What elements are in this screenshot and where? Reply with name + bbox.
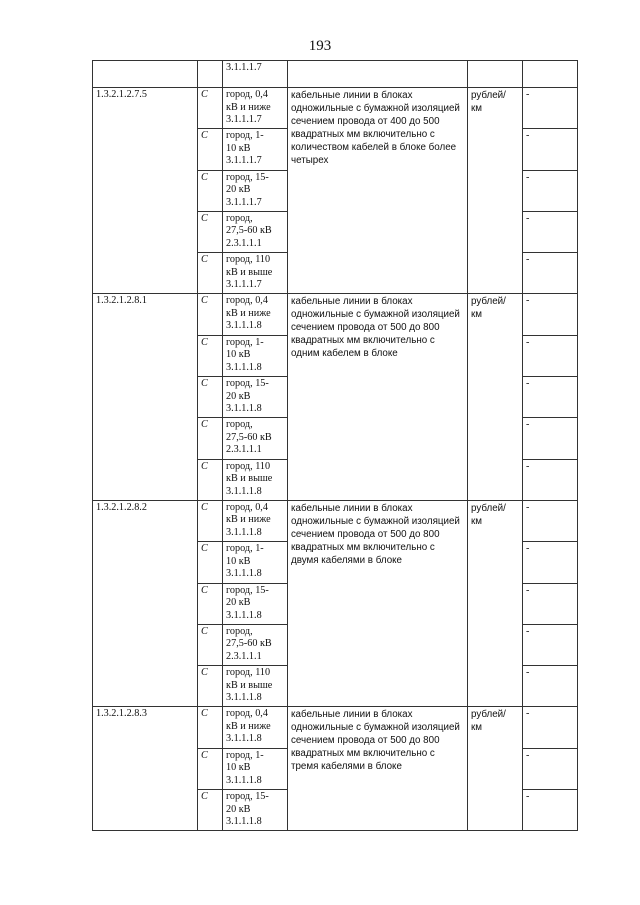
letter-cell: С: [198, 377, 223, 418]
voltage-line: город, 1-: [226, 130, 264, 142]
continuation-row: [93, 61, 578, 88]
voltage-line: город, 15-: [226, 791, 269, 803]
voltage-line: город, 1-: [226, 543, 264, 555]
voltage-line: 20 кВ: [226, 803, 251, 815]
row-code: 1.3.2.1.2.7.5: [93, 88, 198, 294]
value-cell: -: [523, 88, 578, 129]
letter-cell: С: [198, 294, 223, 335]
voltage-line: город, 15-: [226, 171, 269, 183]
voltage-line: город, 0,4: [226, 708, 268, 720]
value-cell: -: [523, 542, 578, 583]
letter-cell: С: [198, 211, 223, 252]
voltage-line: 3.1.1.1.8: [226, 609, 262, 621]
voltage-line: город,: [226, 625, 253, 637]
voltage-line: 10 кВ: [226, 349, 251, 361]
voltage-cell: [223, 88, 288, 129]
voltage-line: 2.3.1.1.1: [226, 650, 262, 662]
voltage-line: 3.1.1.1.8: [226, 692, 262, 704]
voltage-cell: [223, 253, 288, 294]
voltage-line: 3.1.1.1.7: [226, 114, 262, 125]
voltage-cell: [223, 790, 288, 831]
voltage-line: город, 1-: [226, 749, 264, 761]
voltage-line: кВ и выше: [226, 266, 273, 278]
voltage-line: 3.1.1.1.7: [226, 62, 262, 73]
voltage-line: 10 кВ: [226, 142, 251, 154]
voltage-line: 3.1.1.1.8: [226, 816, 262, 828]
voltage-cell: [223, 707, 288, 748]
value-cell: -: [523, 790, 578, 831]
voltage-line: 10 кВ: [226, 555, 251, 567]
value-cell: -: [523, 748, 578, 789]
value-cell: -: [523, 418, 578, 459]
voltage-cell: [223, 459, 288, 500]
voltage-line: 2.3.1.1.1: [226, 444, 262, 456]
value-cell: -: [523, 707, 578, 748]
voltage-line: город,: [226, 212, 253, 224]
value-cell: -: [523, 666, 578, 707]
letter-cell: С: [198, 748, 223, 789]
voltage-line: 3.1.1.1.8: [226, 526, 262, 538]
voltage-line: город, 110: [226, 460, 271, 472]
voltage-cell: [223, 542, 288, 583]
voltage-line: город,: [226, 419, 253, 431]
value-cell: -: [523, 211, 578, 252]
row-description: кабельные линии в блоках одножильные с бумажной изоляцией сечением провода от 400 до 500 квадратных мм включительно с количеством кабелей в блоке более четырех: [288, 88, 468, 294]
letter-cell: С: [198, 335, 223, 376]
voltage-line: город, 1-: [226, 336, 264, 348]
voltage-cell: [223, 211, 288, 252]
table-row: [93, 707, 578, 748]
voltage-line: 3.1.1.1.8: [226, 733, 262, 745]
row-unit: рублей/ км: [468, 500, 523, 706]
voltage-line: 3.1.1.1.8: [226, 774, 262, 786]
row-code: 1.3.2.1.2.8.2: [93, 500, 198, 706]
value-cell: -: [523, 377, 578, 418]
voltage-line: 3.1.1.1.7: [226, 196, 262, 208]
voltage-line: кВ и ниже: [226, 307, 271, 319]
letter-cell: С: [198, 666, 223, 707]
voltage-line: 3.1.1.1.7: [226, 155, 262, 167]
voltage-cell: [223, 61, 288, 88]
voltage-line: 3.1.1.1.8: [226, 361, 262, 373]
page-number: 193: [308, 38, 332, 54]
letter-cell: С: [198, 707, 223, 748]
voltage-cell: [223, 294, 288, 335]
letter-cell: С: [198, 624, 223, 665]
voltage-line: 3.1.1.1.8: [226, 568, 262, 580]
voltage-cell: [223, 170, 288, 211]
letter-cell: С: [198, 88, 223, 129]
letter-cell: С: [198, 500, 223, 541]
value-cell: -: [523, 624, 578, 665]
voltage-line: кВ и выше: [226, 679, 273, 691]
code-cell: [93, 61, 198, 88]
voltage-line: 3.1.1.1.8: [226, 403, 262, 415]
description-cell: [288, 61, 468, 88]
voltage-line: 27,5-60 кВ: [226, 431, 272, 443]
table-row: [93, 294, 578, 335]
row-code: 1.3.2.1.2.8.1: [93, 294, 198, 500]
table-row: [93, 88, 578, 129]
value-cell: -: [523, 129, 578, 170]
letter-cell: С: [198, 418, 223, 459]
voltage-line: 27,5-60 кВ: [226, 638, 272, 650]
row-unit: рублей/ км: [468, 294, 523, 500]
value-cell: -: [523, 253, 578, 294]
voltage-line: 20 кВ: [226, 390, 251, 402]
row-description: кабельные линии в блоках одножильные с бумажной изоляцией сечением провода от 500 до 800 квадратных мм включительно с тремя кабелями в блоке: [288, 707, 468, 831]
letter-cell: С: [198, 583, 223, 624]
value-cell: -: [523, 335, 578, 376]
voltage-line: город, 110: [226, 667, 271, 679]
voltage-cell: [223, 624, 288, 665]
voltage-line: 20 кВ: [226, 184, 251, 196]
voltage-line: город, 15-: [226, 378, 269, 390]
voltage-cell: [223, 129, 288, 170]
letter-cell: С: [198, 253, 223, 294]
value-cell: -: [523, 459, 578, 500]
value-cell: -: [523, 500, 578, 541]
value-cell: -: [523, 294, 578, 335]
voltage-cell: [223, 500, 288, 541]
table-row: [93, 500, 578, 541]
voltage-line: кВ и ниже: [226, 514, 271, 526]
letter-cell: С: [198, 542, 223, 583]
tariff-table: [92, 60, 578, 831]
voltage-line: 10 кВ: [226, 762, 251, 774]
voltage-cell: [223, 377, 288, 418]
letter-cell: С: [198, 170, 223, 211]
value-cell: -: [523, 583, 578, 624]
voltage-line: 20 кВ: [226, 597, 251, 609]
letter-cell: С: [198, 129, 223, 170]
voltage-line: 3.1.1.1.8: [226, 320, 262, 332]
voltage-line: 3.1.1.1.8: [226, 485, 262, 497]
letter-cell: С: [198, 790, 223, 831]
voltage-line: город, 0,4: [226, 295, 268, 307]
unit-cell: [468, 61, 523, 88]
voltage-line: кВ и ниже: [226, 720, 271, 732]
voltage-line: город, 0,4: [226, 89, 268, 100]
voltage-line: 3.1.1.1.7: [226, 279, 262, 291]
voltage-line: кВ и ниже: [226, 101, 271, 113]
row-description: кабельные линии в блоках одножильные с бумажной изоляцией сечением провода от 500 до 800 квадратных мм включительно с двумя кабелями в блоке: [288, 500, 468, 706]
letter-cell: С: [198, 459, 223, 500]
row-code: 1.3.2.1.2.8.3: [93, 707, 198, 831]
row-unit: рублей/ км: [468, 707, 523, 831]
letter-cell: [198, 61, 223, 88]
value-cell: -: [523, 170, 578, 211]
voltage-cell: [223, 583, 288, 624]
voltage-cell: [223, 666, 288, 707]
voltage-cell: [223, 418, 288, 459]
value-cell: [523, 61, 578, 88]
voltage-line: кВ и выше: [226, 473, 273, 485]
voltage-cell: [223, 335, 288, 376]
voltage-line: 2.3.1.1.1: [226, 237, 262, 249]
row-unit: рублей/ км: [468, 88, 523, 294]
voltage-line: город, 0,4: [226, 501, 268, 513]
voltage-line: город, 15-: [226, 584, 269, 596]
voltage-line: город, 110: [226, 254, 271, 266]
voltage-cell: [223, 748, 288, 789]
voltage-line: 27,5-60 кВ: [226, 225, 272, 237]
row-description: кабельные линии в блоках одножильные с бумажной изоляцией сечением провода от 500 до 800 квадратных мм включительно с одним кабелем в блоке: [288, 294, 468, 500]
tariff-table-body: [93, 61, 578, 831]
